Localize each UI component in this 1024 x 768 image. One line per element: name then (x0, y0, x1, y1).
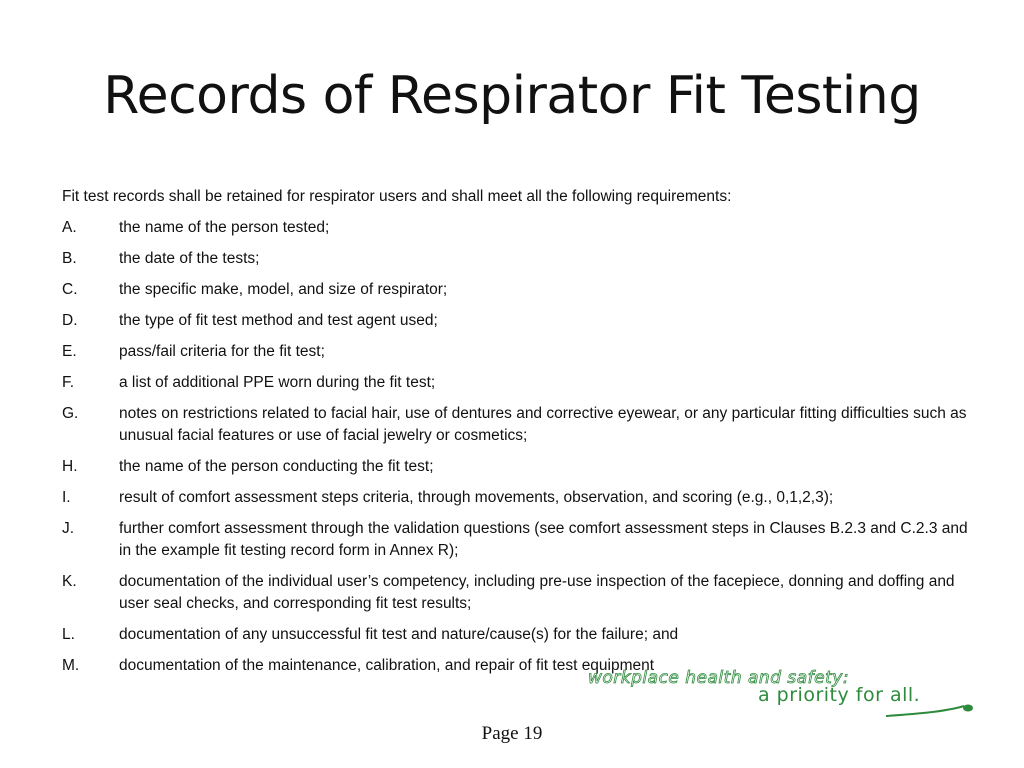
list-item (62, 487, 972, 509)
list-letter: E. (62, 343, 77, 360)
list-letter: K. (62, 573, 77, 590)
list-item (62, 217, 972, 239)
tagline-line2: a priority for all. (758, 684, 921, 706)
list-letter: J. (62, 520, 75, 537)
list-item-text: the type of fit test method and test agent used; (119, 312, 438, 329)
slide-body (62, 186, 972, 686)
list-item (62, 341, 972, 363)
list-letter: D. (62, 312, 78, 329)
list-letter: M. (62, 657, 80, 674)
list-item (62, 279, 972, 301)
list-letter: G. (62, 405, 79, 422)
list-item (62, 571, 972, 615)
list-item (62, 456, 972, 478)
tagline-line1: workplace health and safety: (588, 668, 850, 688)
list-item-text: the date of the tests; (119, 250, 260, 267)
list-letter: H. (62, 458, 78, 475)
list-item-text: further comfort assessment through the validation questions (see comfort assessment steps in Clauses B.2.3 and C.2.3 and in the example fit testing record form in Annex R); (119, 520, 968, 559)
list-item-text: pass/fail criteria for the fit test; (119, 343, 325, 360)
list-letter: A. (62, 219, 77, 236)
list-letter: L. (62, 626, 75, 643)
requirements-list (62, 217, 972, 677)
list-letter: F. (62, 374, 75, 391)
list-item-text: notes on restrictions related to facial hair, use of dentures and corrective eyewear, or any particular fitting difficulties such as unusual facial features or use of facial jewelry or cosmetics; (119, 405, 967, 444)
swoosh-icon (884, 700, 976, 720)
list-item-text: documentation of any unsuccessful fit test and nature/cause(s) for the failure; and (119, 626, 679, 643)
tagline-logo (584, 668, 984, 720)
list-item-text: documentation of the individual user’s competency, including pre-use inspection of the facepiece, donning and doffing and user seal checks, and corresponding fit test results; (119, 573, 955, 612)
list-item-text: the name of the person tested; (119, 219, 330, 236)
slide-title: Records of Respirator Fit Testing (103, 66, 921, 126)
list-item (62, 624, 972, 646)
list-item (62, 372, 972, 394)
list-item-text: result of comfort assessment steps criteria, through movements, observation, and scoring (e.g., 0,1,2,3); (119, 489, 834, 506)
list-item (62, 248, 972, 270)
page-number: Page 19 (481, 723, 543, 744)
list-item-text: the specific make, model, and size of respirator; (119, 281, 448, 298)
list-item-text: a list of additional PPE worn during the fit test; (119, 374, 436, 391)
list-item-text: the name of the person conducting the fit test; (119, 458, 434, 475)
list-item-text: documentation of the maintenance, calibration, and repair of fit test equipment (119, 657, 655, 674)
intro-text: Fit test records shall be retained for respirator users and shall meet all the following requirements: (62, 188, 732, 205)
list-item (62, 403, 972, 447)
list-letter: C. (62, 281, 78, 298)
list-item (62, 518, 972, 562)
list-letter: I. (62, 489, 71, 506)
list-letter: B. (62, 250, 77, 267)
list-item (62, 310, 972, 332)
